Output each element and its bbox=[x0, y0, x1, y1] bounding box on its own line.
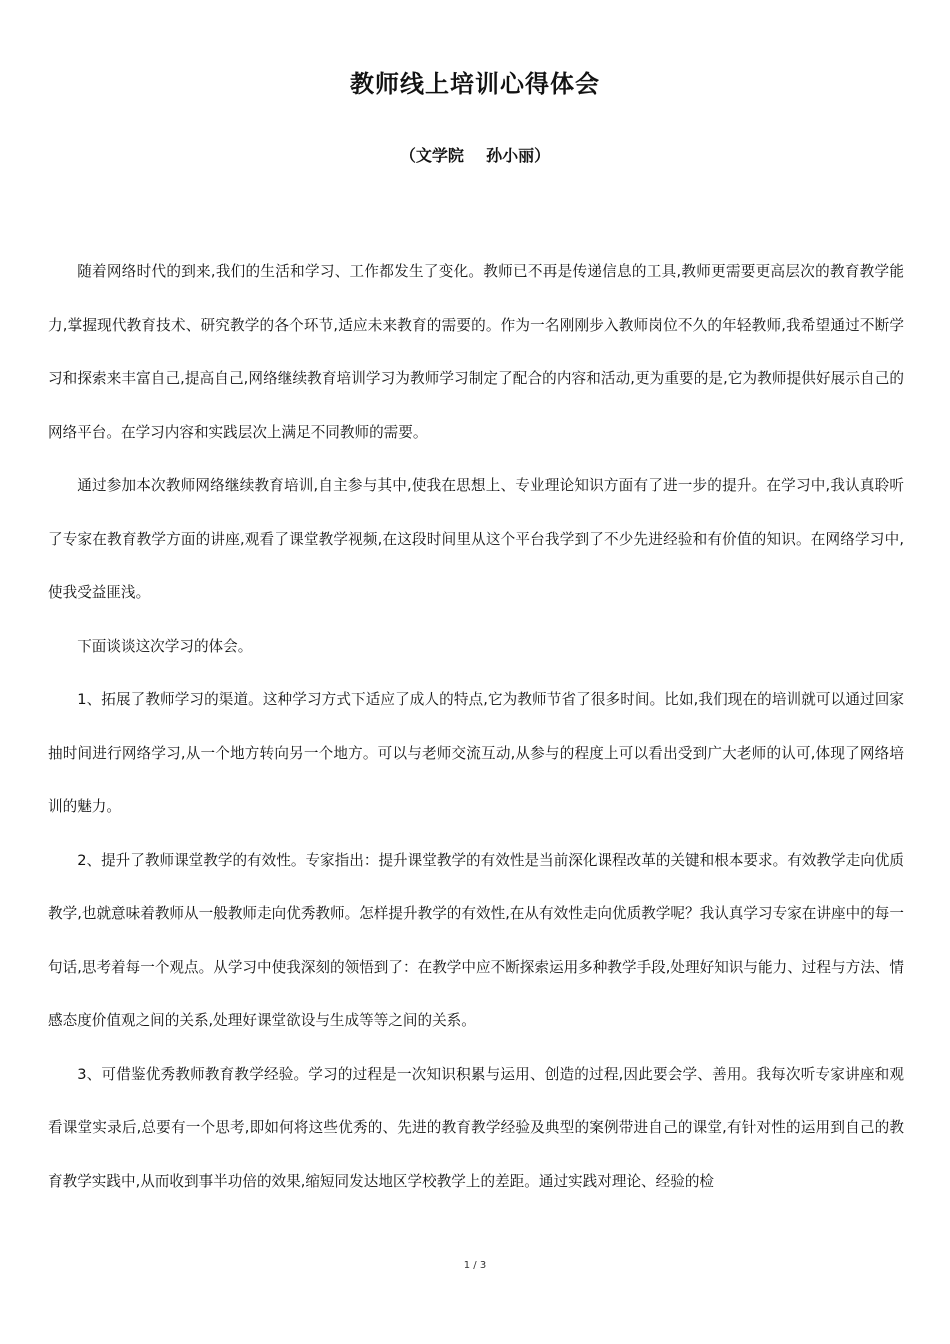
document-subtitle: （文学院 孙小丽） bbox=[399, 146, 551, 165]
paragraph-intro: 随着网络时代的到来,我们的生活和学习、工作都发生了变化。教师已不再是传递信息的工具,教师更需要更高层次的教育教学能力,掌握现代教育技术、研究教学的各个环节,适应未来教育的需要的。作为一名刚刚步入教师岗位不久的年轻教师,我希望通过不断学习和探索来丰富自己,提高自己,网络继续教育培训学习为教师学习制定了配合的内容和活动,更为重要的是,它为教师提供好展示自己的网络平台。在学习内容和实践层次上满足不同教师的需要。 bbox=[48, 263, 904, 441]
paragraph-point-1: 1、拓展了教师学习的渠道。这种学习方式下适应了成人的特点,它为教师节省了很多时间。比如,我们现在的培训就可以通过回家抽时间进行网络学习,从一个地方转向另一个地方。可以与老师交流互动,从参与的程度上可以看出受到广大老师的认可,体现了网络培训的魅力。 bbox=[48, 691, 904, 815]
paragraph-point-2: 2、提升了教师课堂教学的有效性。专家指出：提升课堂教学的有效性是当前深化课程改革的关键和根本要求。有效教学走向优质教学,也就意味着教师从一般教师走向优秀教师。怎样提升教学的有效性,在从有效性走向优质教学呢？我认真学习专家在讲座中的每一句话,思考着每一个观点。从学习中使我深刻的领悟到了：在教学中应不断探索运用多种教学手段,处理好知识与能力、过程与方法、情感态度价值观之间的关系,处理好课堂欲设与生成等等之间的关系。 bbox=[48, 851, 904, 1029]
paragraph-transition: 下面谈谈这次学习的体会。 bbox=[77, 637, 253, 655]
paragraph-training: 通过参加本次教师网络继续教育培训,自主参与其中,使我在思想上、专业理论知识方面有了进一步的提升。在学习中,我认真聆听了专家在教育教学方面的讲座,观看了课堂教学视频,在这段时间里从这个平台我学到了不少先进经验和有价值的知识。在网络学习中,使我受益匪浅。 bbox=[48, 477, 904, 601]
paragraph-point-3: 3、可借鉴优秀教师教育教学经验。学习的过程是一次知识积累与运用、创造的过程,因此要会学、善用。我每次听专家讲座和观看课堂实录后,总要有一个思考,即如何将这些优秀的、先进的教育教学经验及典型的案例带进自己的课堂,有针对性的运用到自己的教育教学实践中,从而收到事半功倍的效果,缩短同发达地区学校教学上的差距。通过实践对理论、经验的检 bbox=[48, 1065, 904, 1190]
document-body bbox=[48, 245, 904, 1208]
document-title: 教师线上培训心得体会 bbox=[350, 70, 600, 98]
page-number: 1 / 3 bbox=[463, 1260, 487, 1271]
